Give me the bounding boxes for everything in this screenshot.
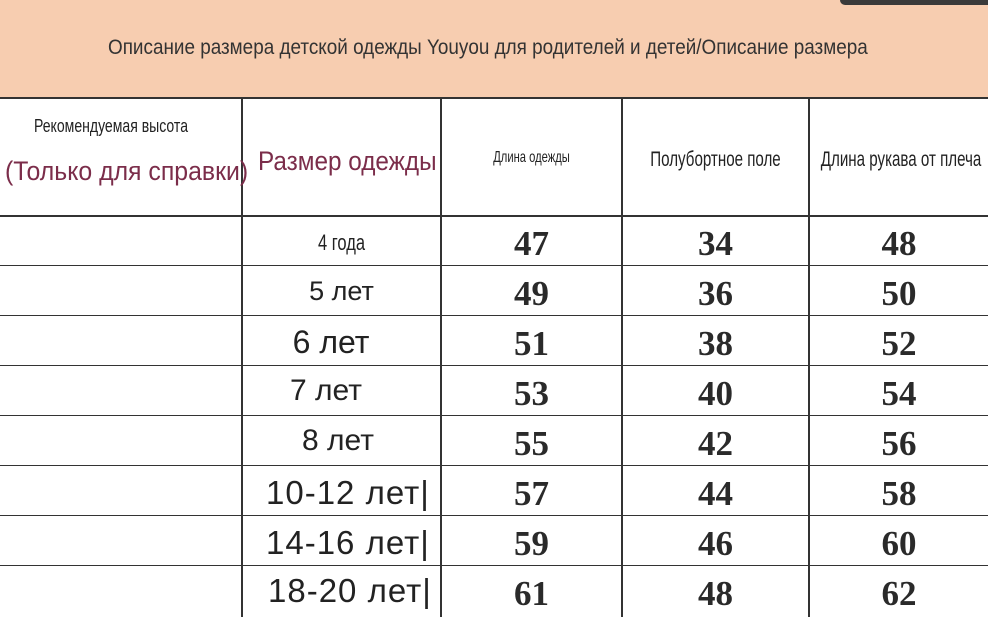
row-divider bbox=[0, 365, 988, 366]
header-height-label: Рекомендуемая высота bbox=[34, 116, 189, 136]
chest-cell: 48 bbox=[698, 574, 733, 613]
length-cell: 49 bbox=[514, 274, 549, 313]
header-divider bbox=[0, 215, 988, 217]
header-half-chest: Полубортное поле bbox=[650, 148, 781, 171]
sleeve-cell: 56 bbox=[881, 424, 917, 463]
size-cell: 18-20 лет| bbox=[268, 572, 432, 609]
chest-cell: 34 bbox=[698, 224, 733, 263]
length-cell: 47 bbox=[514, 224, 549, 263]
chest-cell: 42 bbox=[698, 424, 733, 463]
table-top-border bbox=[0, 97, 988, 99]
header-sleeve: Длина рукава от плеча bbox=[820, 148, 982, 171]
header-height-note: (Только для справки) bbox=[5, 156, 249, 186]
sleeve-cell: 48 bbox=[881, 224, 917, 263]
window-edge bbox=[840, 0, 988, 5]
size-cell: 7 лет bbox=[290, 374, 362, 407]
length-cell: 55 bbox=[514, 424, 549, 463]
size-cell: 5 лет bbox=[309, 276, 374, 306]
chest-cell: 40 bbox=[698, 374, 733, 413]
length-cell: 53 bbox=[514, 374, 549, 413]
header-size: Размер одежды bbox=[258, 146, 437, 176]
row-divider bbox=[0, 315, 988, 316]
sleeve-cell: 60 bbox=[881, 524, 917, 563]
header-length: Длина одежды bbox=[493, 149, 570, 166]
row-divider bbox=[0, 515, 988, 516]
sleeve-cell: 50 bbox=[881, 274, 917, 313]
size-cell: 4 года bbox=[317, 230, 366, 255]
sleeve-cell: 62 bbox=[881, 574, 917, 613]
row-divider bbox=[0, 415, 988, 416]
size-cell: 8 лет bbox=[302, 424, 374, 457]
row-divider bbox=[0, 565, 988, 566]
sleeve-cell: 52 bbox=[881, 324, 917, 363]
chest-cell: 38 bbox=[698, 324, 733, 363]
chest-cell: 46 bbox=[698, 524, 733, 563]
chest-cell: 36 bbox=[698, 274, 733, 313]
row-divider bbox=[0, 465, 988, 466]
chest-cell: 44 bbox=[698, 474, 733, 513]
page-title: Описание размера детской одежды Youyou для родителей и детей/Описание размера bbox=[108, 36, 868, 59]
size-cell: 14-16 лет| bbox=[266, 524, 430, 561]
length-cell: 57 bbox=[514, 474, 549, 513]
size-cell: 10-12 лет| bbox=[266, 474, 430, 511]
size-cell: 6 лет bbox=[292, 324, 370, 360]
sleeve-cell: 58 bbox=[881, 474, 917, 513]
row-divider bbox=[0, 265, 988, 266]
sleeve-cell: 54 bbox=[881, 374, 917, 413]
length-cell: 61 bbox=[514, 574, 549, 613]
length-cell: 51 bbox=[514, 324, 549, 363]
length-cell: 59 bbox=[514, 524, 549, 563]
